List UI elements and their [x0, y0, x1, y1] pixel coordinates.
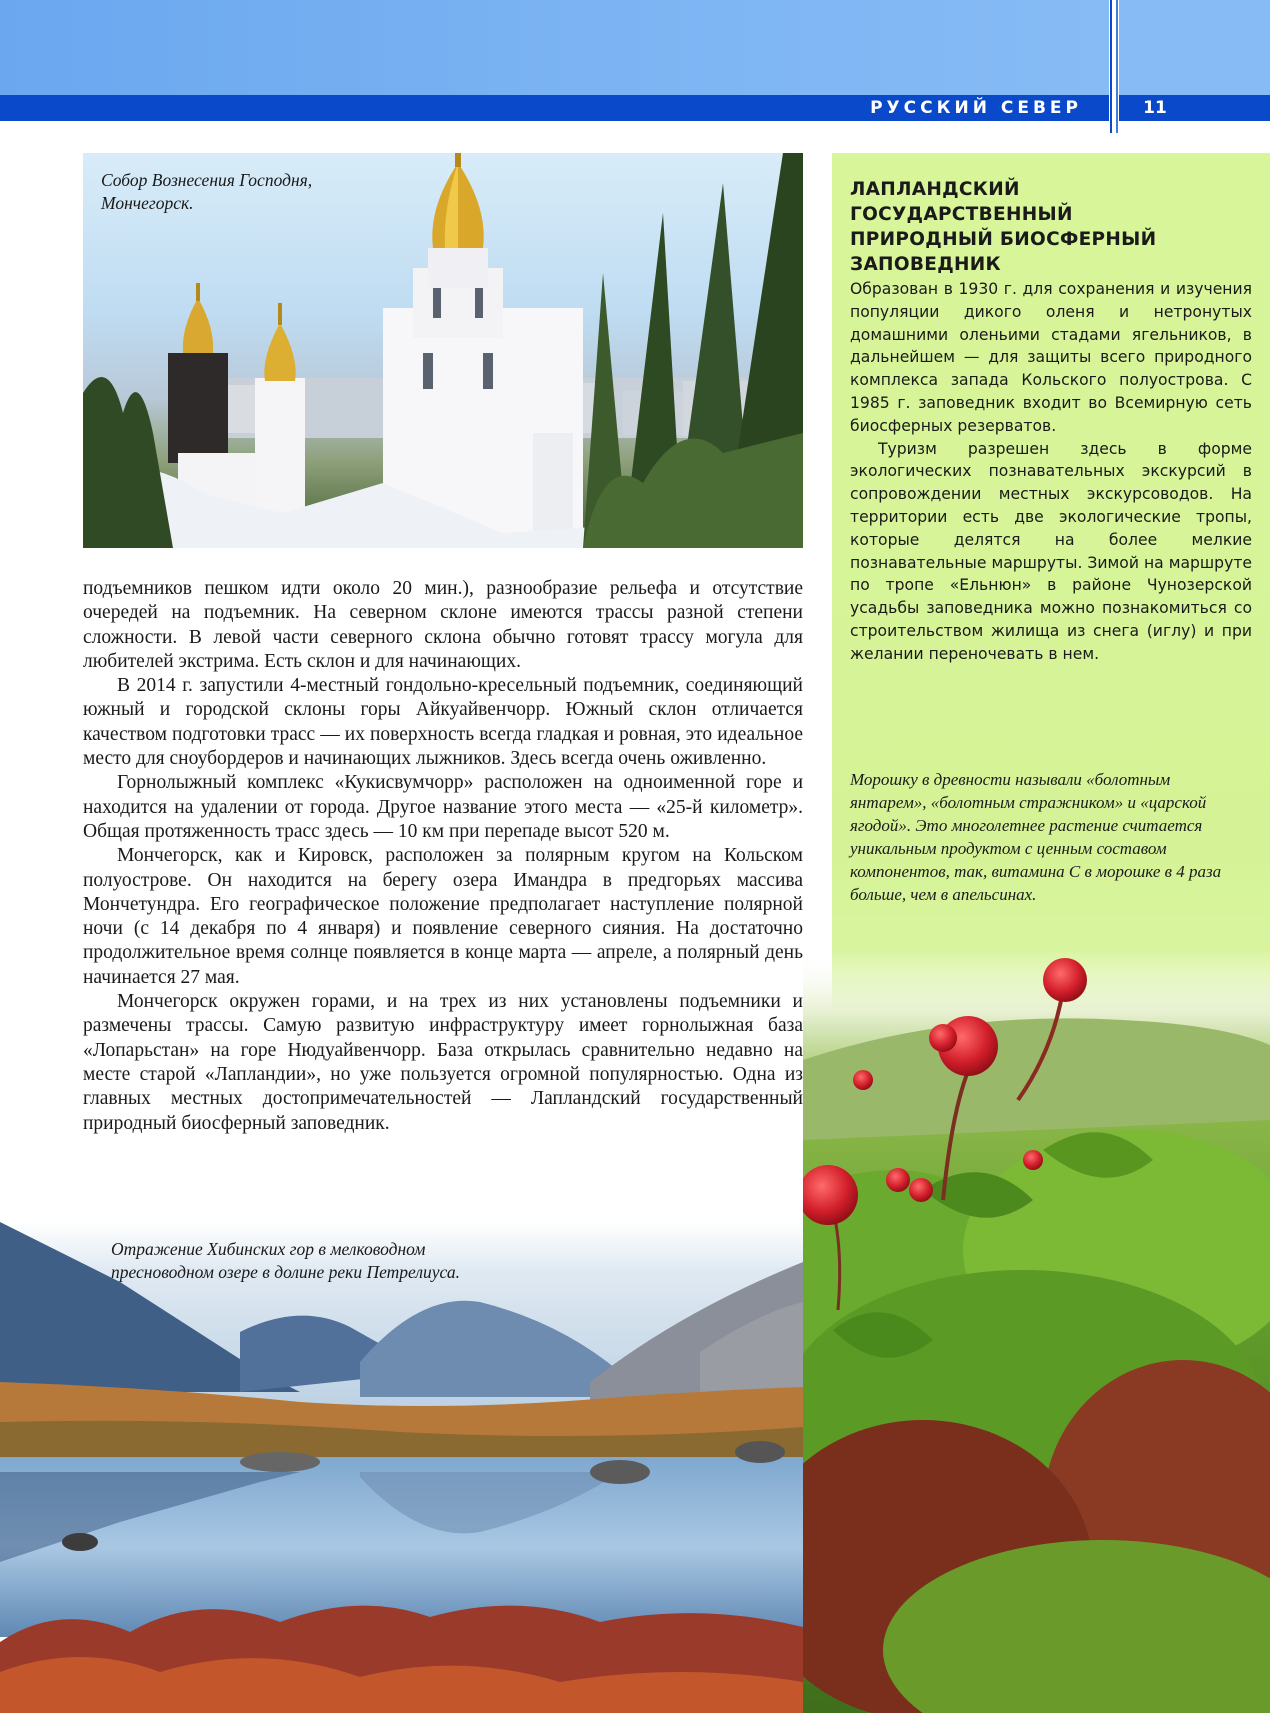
header-band — [0, 0, 1109, 95]
sidebar-title-line: ПРИРОДНЫЙ БИОСФЕРНЫЙ — [850, 229, 1157, 250]
lake-caption — [111, 1238, 631, 1284]
lake-caption-line: Отражение Хибинских гор в мелководном — [111, 1239, 426, 1259]
cathedral-caption-line: Собор Вознесения Господня, — [101, 170, 313, 190]
page-number: 11 — [1143, 98, 1167, 118]
lake-caption-line: пресноводном озере в долине реки Петрелиуса. — [111, 1262, 460, 1282]
sidebar-paragraph: Туризм разрешен здесь в форме экологических познавательных экскурсий в сопровождении местных экскурсоводов. На территории есть две экологические тропы, которые делятся на более мелкие познавательные маршруты. Зимой на маршруте по тропе «Ельнюн» в районе Чунозерской усадьбы заповедника можно познакомиться со строительством жилища из снега (иглу) и при желании переночевать в нем. — [850, 439, 1252, 663]
lake-photo — [0, 1222, 803, 1713]
cathedral-photo — [83, 153, 803, 548]
sidebar-title-line: ГОСУДАРСТВЕННЫЙ — [850, 204, 1073, 225]
article-paragraph: Мончегорск, как и Кировск, расположен за полярным кругом на Кольском полуострове. Он находится на берегу озера Имандра в предгорьях массива Мончетундра. Его географическое положение предполагает наступление полярной ночи (с 14 декабря по 4 января) и появление северного сияния. На достаточно продолжительное время солнце появляется в конце марта — апреле, а полярный день начинается 27 мая. — [83, 845, 803, 988]
page-header — [0, 0, 1270, 133]
article-paragraph: подъемников пешком идти около 20 мин.), разнообразие рельефа и отсутствие очередей на подъемник. На северном склоне имеются трассы разной степени сложности. В левой части северного склона обычно готовят трассу могула для любителей экстрима. Есть склон и для начинающих. — [83, 578, 803, 672]
cloudberry-illustration — [803, 950, 1270, 1713]
cathedral-caption — [101, 169, 431, 215]
sidebar-paragraph: Образован в 1930 г. для сохранения и изучения популяции дикого оленя и нетронутых домашними оленьими стадами ягельников, в дальнейшем — для защиты всего природного комплекса запада Кольского полуострова. С 1985 г. заповедник входит во Всемирную сеть биосферных резерватов. — [850, 280, 1252, 435]
cathedral-caption-line: Мончегорск. — [101, 193, 194, 213]
cloudberry-note: Морошку в древности называли «болотным янтарем», «болотным стражником» и «царской ягодой». Это многолетнее растение считается уникальным продуктом с ценным составом компонентов, так, витамина С в морошке в 4 раза больше, чем в апельсинах. — [850, 770, 1222, 904]
sidebar-title-line: ЛАПЛАНДСКИЙ — [850, 179, 1020, 200]
sidebar-text — [850, 278, 1252, 666]
header-divider-line-2 — [1116, 0, 1118, 133]
sidebar-title — [850, 177, 1250, 277]
article-paragraph: Мончегорск окружен горами, и на трех из них установлены подъемники и размечены трассы. Самую развитую инфраструктуру имеет горнолыжная база «Лопарьстан» на горе Нюдуайвенчорр. База открылась сравнительно недавно на месте старой «Лапландии», но уже пользуется огромной популярностью. Одна из главных местных достопримечательностей — Лапландский государственный природный биосферный заповедник. — [83, 991, 803, 1134]
header-band-right — [1119, 0, 1270, 95]
article-paragraph: Горнолыжный комплекс «Кукисвумчорр» расположен на одноименной горе и находится на удалении от города. Другое название этого места — «25-й километр». Общая протяженность трасс здесь — 10 км при перепаде высот 520 м. — [83, 772, 803, 842]
header-divider-line — [1110, 0, 1112, 133]
lake-illustration — [0, 1222, 803, 1713]
cloudberry-photo — [803, 950, 1270, 1713]
article-paragraph: В 2014 г. запустили 4-местный гондольно-кресельный подъемник, соединяющий южный и городской склоны горы Айкуайвенчорр. Южный склон отличается качеством подготовки трасс — их поверхность всегда гладкая и ровная, это идеальное место для сноубордеров и начинающих лыжников. Здесь всегда очень оживленно. — [83, 675, 803, 770]
sidebar-title-line: ЗАПОВЕДНИК — [850, 254, 1001, 275]
main-article-text — [83, 577, 803, 1136]
section-title: РУССКИЙ СЕВЕР — [870, 98, 1082, 118]
